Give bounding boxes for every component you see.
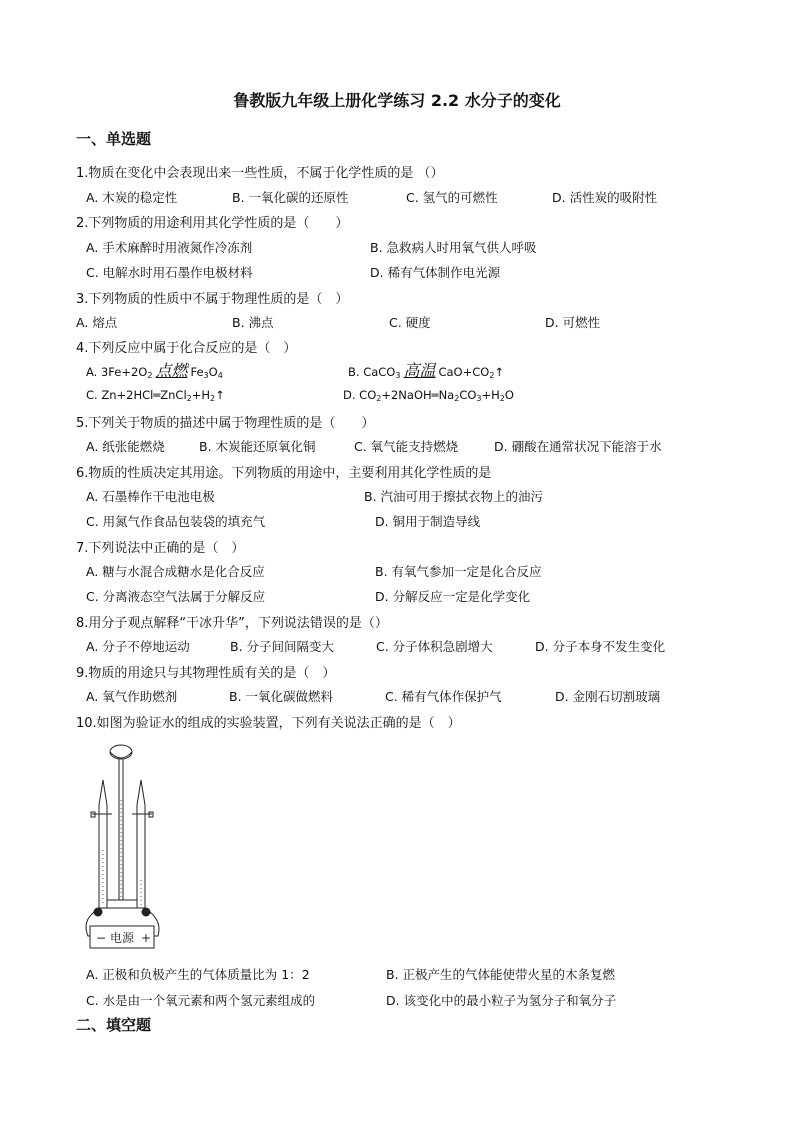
question-7-stem: 7.下列说法中正确的是（ ） [76, 541, 245, 556]
question-8-option-c: C. 分子体积急剧增大 [376, 639, 493, 654]
question-9-stem: 9.物质的用途只与其物理性质有关的是（ ） [76, 666, 336, 681]
question-4-stem: 4.下列反应中属于化合反应的是（ ） [76, 341, 297, 356]
question-2-option-a: A. 手术麻醉时用液氮作冷冻剂 [86, 240, 253, 255]
question-4-option-d: D. $CO_2+2NaOH═Na_2CO_3+H_2O$ [343, 388, 514, 403]
question-8-option-d: D. 分子本身不发生变化 [535, 639, 666, 654]
question-10-stem: 10.如图为验证水的组成的实验装置，下列有关说法正确的是（ ） [76, 716, 461, 731]
question-4-option-c: C. $Zn+2HCl═ZnCl_2+H_2↑$ [86, 388, 225, 403]
question-2-option-d: D. 稀有气体制作电光源 [370, 265, 501, 280]
question-3-option-d: D. 可燃性 [545, 315, 601, 330]
question-4-option-b: B. CaCO$_3$ 高温 $CaO+CO_2↑$ [348, 361, 505, 380]
question-2-option-b: B. 急救病人时用氧气供人呼吸 [370, 240, 537, 255]
question-3-option-c: C. 硬度 [389, 315, 431, 330]
question-10-option-c: C. 水是由一个氧元素和两个氢元素组成的 [86, 993, 316, 1008]
section-heading-single-choice: 一、单选题 [76, 130, 152, 148]
question-1-option-a: A. 木炭的稳定性 [86, 190, 178, 205]
question-9-option-d: D. 金刚石切割玻璃 [555, 689, 661, 704]
question-1-option-b: B. 一氧化碳的还原性 [232, 190, 349, 205]
question-8-stem: 8.用分子观点解释“干冰升华”，下列说法错误的是（） [76, 616, 388, 631]
question-6-option-b: B. 汽油可用于擦拭衣物上的油污 [364, 489, 544, 504]
question-6-option-a: A. 石墨棒作干电池电极 [86, 489, 215, 504]
question-5-option-c: C. 氧气能支持燃烧 [354, 439, 459, 454]
power-plus-label: + [141, 931, 152, 945]
question-1-stem: 1.物质在变化中会表现出来一些性质，不属于化学性质的是 （） [76, 166, 444, 181]
question-8-option-a: A. 分子不停地运动 [86, 639, 190, 654]
question-4-option-a: A. $3Fe+2O_2$ 点燃 $Fe_3O_4$ [86, 361, 223, 380]
section-heading-fill-in: 二、填空题 [76, 1016, 152, 1034]
power-source-label: 电源 [110, 931, 135, 945]
question-3-option-b: B. 沸点 [232, 315, 274, 330]
electrolysis-apparatus-figure [76, 740, 176, 952]
question-5-stem: 5.下列关于物质的描述中属于物理性质的是（ ） [76, 416, 375, 431]
question-6-stem: 6.物质的性质决定其用途。下列物质的用途中，主要利用其化学性质的是 [76, 466, 492, 481]
question-3-option-a: A. 熔点 [76, 315, 118, 330]
question-7-option-b: B. 有氧气参加一定是化合反应 [375, 564, 542, 579]
question-9-option-b: B. 一氧化碳做燃料 [229, 689, 334, 704]
question-5-option-b: B. 木炭能还原氧化铜 [199, 439, 316, 454]
question-7-option-a: A. 糖与水混合成糖水是化合反应 [86, 564, 265, 579]
question-7-option-c: C. 分离液态空气法属于分解反应 [86, 589, 266, 604]
question-5-option-d: D. 硼酸在通常状况下能溶于水 [494, 439, 662, 454]
question-6-option-d: D. 铜用于制造导线 [375, 514, 481, 529]
question-7-option-d: D. 分解反应一定是化学变化 [375, 589, 531, 604]
electrolysis-apparatus-drawing [76, 740, 176, 952]
reaction-condition-ignite: 点燃 [155, 361, 188, 380]
question-1-option-d: D. 活性炭的吸附性 [552, 190, 658, 205]
power-minus-label: − [96, 931, 107, 945]
question-1-option-c: C. 氢气的可燃性 [406, 190, 498, 205]
question-10-option-b: B. 正极产生的气体能使带火星的木条复燃 [386, 967, 616, 982]
question-9-option-a: A. 氧气作助燃剂 [86, 689, 178, 704]
page-title: 鲁教版九年级上册化学练习 2.2 水分子的变化 [233, 91, 561, 110]
question-10-option-a: A. 正极和负极产生的气体质量比为 1：2 [86, 967, 310, 982]
question-6-option-c: C. 用氮气作食品包装袋的填充气 [86, 514, 266, 529]
reaction-condition-high-temp: 高温 [403, 361, 436, 380]
question-10-option-d: D. 该变化中的最小粒子为氢分子和氧分子 [386, 993, 617, 1008]
question-3-stem: 3.下列物质的性质中不属于物理性质的是（ ） [76, 292, 349, 307]
question-2-option-c: C. 电解水时用石墨作电极材料 [86, 265, 253, 280]
question-8-option-b: B. 分子间间隔变大 [230, 639, 335, 654]
question-2-stem: 2.下列物质的用途利用其化学性质的是（ ） [76, 216, 349, 231]
question-5-option-a: A. 纸张能燃烧 [86, 439, 165, 454]
question-9-option-c: C. 稀有气体作保护气 [385, 689, 502, 704]
